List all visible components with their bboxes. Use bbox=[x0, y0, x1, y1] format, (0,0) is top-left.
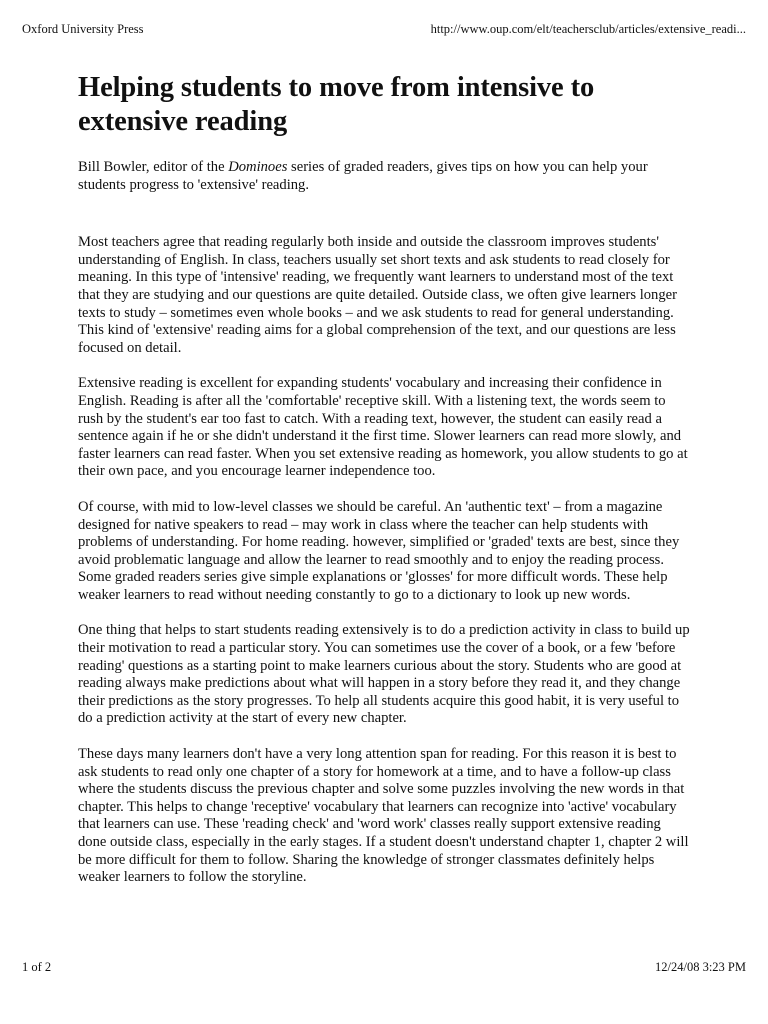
print-header bbox=[22, 21, 746, 37]
print-timestamp: 12/24/08 3:23 PM bbox=[655, 960, 746, 974]
article bbox=[78, 71, 692, 905]
article-body bbox=[78, 234, 692, 887]
intro-after: series of graded readers, gives tips on how you can help your students progress to 'extensive' reading. bbox=[78, 159, 648, 193]
intro-series-name: Dominoes bbox=[228, 159, 288, 175]
paragraph-3: Of course, with mid to low-level classes we should be careful. An 'authentic text' – from a magazine designed for native speakers to read – may work in class where the teacher can help students with problems of understanding. For home reading. however, simplified or 'graded' texts are best, since they avoid problematic language and allow the learner to read smoothly and to enjoy the reading process. Some graded readers series give simple explanations or 'glosses' for more difficult words. These help weaker learners to read without needing constantly to go to a dictionary to look up new words. bbox=[78, 498, 680, 603]
article-title: Helping students to move from intensive to extensive reading bbox=[78, 72, 595, 137]
print-footer bbox=[22, 959, 746, 975]
article-intro bbox=[78, 159, 692, 194]
paragraph-4: One thing that helps to start students reading extensively is to do a prediction activity in class to build up their motivation to read a particular story. You can sometimes use the cover of a book, or a few 'before reading' questions as a starting point to make learners curious about the story. Students who are good at reading always make predictions about what will happen in a story before they read it, and they change their predictions as the story progresses. To help all students acquire this good habit, it is very useful to do a prediction activity at the start of every new chapter. bbox=[78, 622, 690, 727]
page-url: http://www.oup.com/elt/teachersclub/articles/extensive_readi... bbox=[430, 22, 746, 36]
publisher-name: Oxford University Press bbox=[22, 22, 144, 36]
paragraph-1: Most teachers agree that reading regularly both inside and outside the classroom improves students' understanding of English. In class, teachers usually set short texts and ask students to read closely for meaning. In this type of 'intensive' reading, we frequently want learners to understand most of the text that they are studying and our questions are quite detailed. Outside class, we often give learners longer texts to study – sometimes even whole books – and we ask students to read for general understanding. This kind of 'extensive' reading aims for a global comprehension of the text, and our questions are less focused on detail. bbox=[78, 234, 677, 356]
intro-before: Bill Bowler, editor of the bbox=[78, 159, 229, 175]
paragraph-5: These days many learners don't have a very long attention span for reading. For this reason it is best to ask students to read only one chapter of a story for homework at a time, and to have a follow-up class where the students discuss the previous chapter and solve some puzzles involving the new words in that chapter. This helps to change 'receptive' vocabulary that learners can recognize into 'active' vocabulary that learners can use. These 'reading check' and 'word work' classes really support extensive reading done outside class, especially in the early stages. If a student doesn't understand chapter 1, chapter 2 will be more difficult for them to follow. Sharing the knowledge of stronger classmates definitely helps weaker learners to follow the storyline. bbox=[78, 746, 689, 886]
page-number: 1 of 2 bbox=[22, 960, 52, 974]
paragraph-2: Extensive reading is excellent for expanding students' vocabulary and increasing their confidence in English. Reading is after all the 'comfortable' receptive skill. With a listening text, the words seem to rush by the student's ear too fast to catch. With a reading text, however, the student can easily read a sentence again if he or she didn't understand it the first time. Slower learners can read more slowly, and faster learners can read faster. When you set extensive reading as homework, you allow students to go at their own pace, and you encourage learner independence too. bbox=[78, 375, 688, 480]
